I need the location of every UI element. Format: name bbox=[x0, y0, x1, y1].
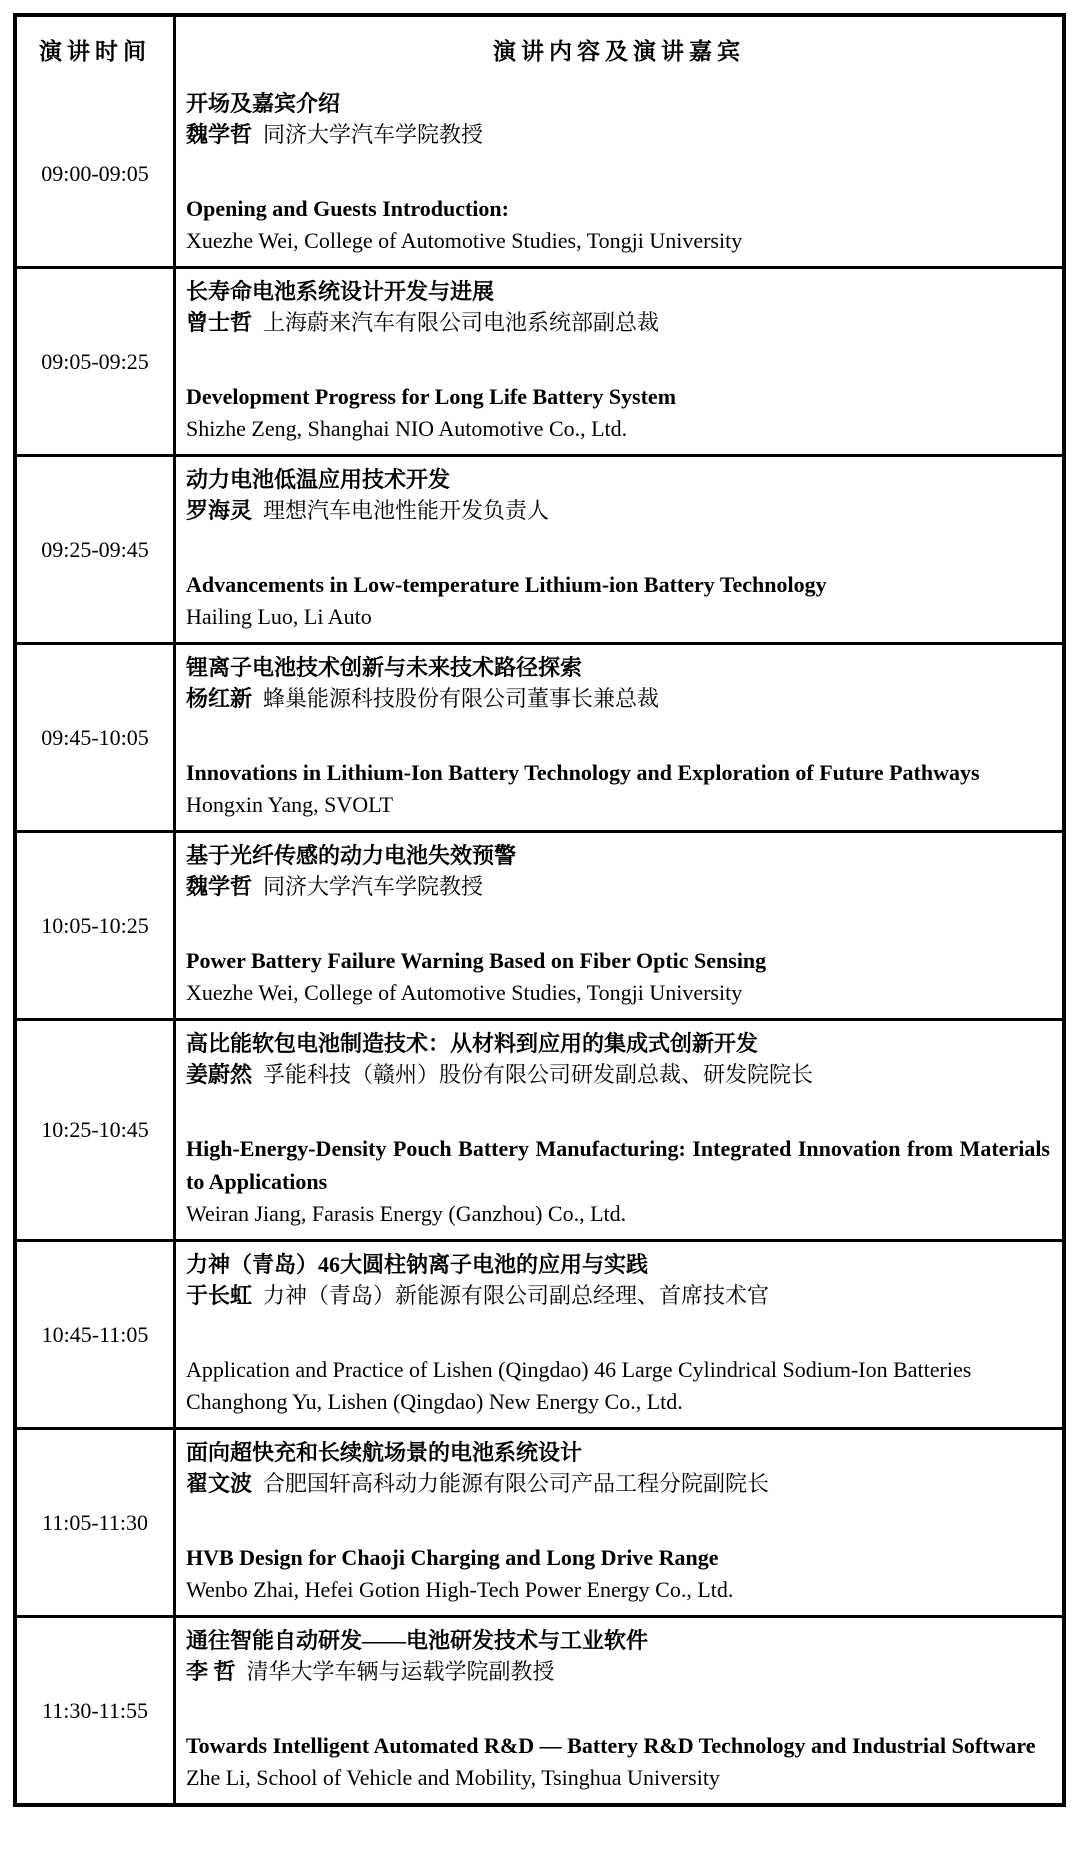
talk-title-en: Opening and Guests Introduction: bbox=[186, 196, 509, 221]
speaker-line-cn bbox=[186, 307, 1050, 338]
agenda-row bbox=[17, 642, 1062, 830]
agenda-row bbox=[17, 830, 1062, 1018]
speaker-name-cn: 李 哲 bbox=[186, 1659, 236, 1684]
talk-title-cn: 锂离子电池技术创新与未来技术路径探索 bbox=[186, 655, 583, 680]
talk-content-cell bbox=[176, 833, 1062, 1018]
blank-line bbox=[186, 1499, 1050, 1541]
speaker-name-cn: 杨红新 bbox=[186, 686, 253, 711]
agenda-row bbox=[17, 454, 1062, 642]
speaker-affiliation-cn: 上海蔚来汽车有限公司电池系统部副总裁 bbox=[263, 310, 660, 335]
talk-title-en: Power Battery Failure Warning Based on Fiber Optic Sensing bbox=[186, 948, 767, 973]
talk-title-cn: 开场及嘉宾介绍 bbox=[186, 91, 341, 116]
speaker-line-cn bbox=[186, 683, 1050, 714]
speaker-name-cn: 翟文波 bbox=[186, 1471, 253, 1496]
speaker-line-en: Weiran Jiang, Farasis Energy (Ganzhou) Co., Ltd. bbox=[186, 1201, 627, 1226]
speaker-name-cn: 魏学哲 bbox=[186, 874, 253, 899]
talk-title-en: High-Energy-Density Pouch Battery Manufacturing: Integrated Innovation from Materials to Applications bbox=[186, 1136, 1050, 1194]
speaker-name-cn: 罗海灵 bbox=[186, 498, 253, 523]
speaker-name-cn: 曾士哲 bbox=[186, 310, 253, 335]
agenda-row bbox=[17, 1427, 1062, 1615]
talk-title-en: Advancements in Low-temperature Lithium-ion Battery Technology bbox=[186, 572, 827, 597]
speaker-line-en: Xuezhe Wei, College of Automotive Studies, Tongji University bbox=[186, 228, 743, 253]
speaker-affiliation-cn: 孚能科技（赣州）股份有限公司研发副总裁、研发院院长 bbox=[263, 1062, 814, 1087]
speaker-line-en: Xuezhe Wei, College of Automotive Studies, Tongji University bbox=[186, 980, 743, 1005]
talk-content-cell bbox=[176, 1242, 1062, 1427]
speaker-affiliation-cn: 同济大学汽车学院教授 bbox=[263, 874, 484, 899]
talk-content-cell bbox=[176, 1430, 1062, 1615]
speaker-affiliation-cn: 蜂巢能源科技股份有限公司董事长兼总裁 bbox=[263, 686, 660, 711]
blank-line bbox=[186, 1311, 1050, 1353]
agenda-rows bbox=[17, 81, 1062, 1803]
talk-content-cell bbox=[176, 269, 1062, 454]
talk-title-en: Towards Intelligent Automated R&D — Battery R&D Technology and Industrial Software bbox=[186, 1733, 1036, 1758]
blank-line bbox=[186, 150, 1050, 192]
talk-time: 09:00-09:05 bbox=[17, 81, 176, 266]
speaker-affiliation-cn: 力神（青岛）新能源有限公司副总经理、首席技术官 bbox=[263, 1283, 770, 1308]
agenda-row bbox=[17, 1239, 1062, 1427]
speaker-line-cn bbox=[186, 1468, 1050, 1499]
speaker-line-en: Hailing Luo, Li Auto bbox=[186, 604, 372, 629]
speaker-line-cn bbox=[186, 1280, 1050, 1311]
talk-time: 11:30-11:55 bbox=[17, 1618, 176, 1803]
speaker-name-cn: 于长虹 bbox=[186, 1283, 253, 1308]
speaker-name-cn: 魏学哲 bbox=[186, 122, 253, 147]
blank-line bbox=[186, 714, 1050, 756]
speaker-line-en: Hongxin Yang, SVOLT bbox=[186, 792, 394, 817]
speaker-line-cn bbox=[186, 1656, 1050, 1687]
talk-title-cn: 长寿命电池系统设计开发与进展 bbox=[186, 279, 495, 304]
talk-time: 11:05-11:30 bbox=[17, 1430, 176, 1615]
speaker-affiliation-cn: 理想汽车电池性能开发负责人 bbox=[263, 498, 550, 523]
header-content-column: 演讲内容及演讲嘉宾 bbox=[493, 38, 745, 64]
talk-title-cn: 基于光纤传感的动力电池失效预警 bbox=[186, 843, 517, 868]
blank-line bbox=[186, 526, 1050, 568]
speaker-line-cn bbox=[186, 871, 1050, 902]
talk-time: 09:25-09:45 bbox=[17, 457, 176, 642]
agenda-table bbox=[13, 13, 1066, 1807]
talk-content-cell bbox=[176, 457, 1062, 642]
talk-time: 09:45-10:05 bbox=[17, 645, 176, 830]
speaker-affiliation-cn: 合肥国轩高科动力能源有限公司产品工程分院副院长 bbox=[263, 1471, 770, 1496]
agenda-row bbox=[17, 81, 1062, 266]
blank-line bbox=[186, 1090, 1050, 1132]
agenda-row bbox=[17, 1615, 1062, 1803]
speaker-affiliation-cn: 清华大学车辆与运载学院副教授 bbox=[246, 1659, 555, 1684]
speaker-affiliation-cn: 同济大学汽车学院教授 bbox=[263, 122, 484, 147]
talk-time: 10:45-11:05 bbox=[17, 1242, 176, 1427]
talk-title-cn: 力神（青岛）46大圆柱钠离子电池的应用与实践 bbox=[186, 1252, 649, 1277]
speaker-line-cn bbox=[186, 495, 1050, 526]
talk-title-cn: 面向超快充和长续航场景的电池系统设计 bbox=[186, 1440, 583, 1465]
talk-time: 10:25-10:45 bbox=[17, 1021, 176, 1239]
talk-title-en: Innovations in Lithium-Ion Battery Technology and Exploration of Future Pathways bbox=[186, 760, 980, 785]
speaker-line-cn bbox=[186, 1059, 1050, 1090]
talk-title-en: HVB Design for Chaoji Charging and Long Drive Range bbox=[186, 1545, 719, 1570]
agenda-row bbox=[17, 266, 1062, 454]
speaker-line-en: Wenbo Zhai, Hefei Gotion High-Tech Power Energy Co., Ltd. bbox=[186, 1577, 734, 1602]
talk-title-cn: 动力电池低温应用技术开发 bbox=[186, 467, 451, 492]
blank-line bbox=[186, 1687, 1050, 1729]
speaker-line-cn bbox=[186, 119, 1050, 150]
blank-line bbox=[186, 338, 1050, 380]
speaker-name-cn: 姜蔚然 bbox=[186, 1062, 253, 1087]
talk-title-en: Development Progress for Long Life Battery System bbox=[186, 384, 677, 409]
talk-title-en: Application and Practice of Lishen (Qingdao) 46 Large Cylindrical Sodium-Ion Batteries bbox=[186, 1357, 972, 1382]
talk-content-cell bbox=[176, 81, 1062, 266]
talk-title-cn: 通往智能自动研发——电池研发技术与工业软件 bbox=[186, 1628, 649, 1653]
speaker-line-en: Zhe Li, School of Vehicle and Mobility, Tsinghua University bbox=[186, 1765, 720, 1790]
header-time-column: 演讲时间 bbox=[17, 17, 176, 81]
talk-content-cell bbox=[176, 1618, 1062, 1803]
talk-time: 09:05-09:25 bbox=[17, 269, 176, 454]
talk-time: 10:05-10:25 bbox=[17, 833, 176, 1018]
talk-title-cn: 高比能软包电池制造技术：从材料到应用的集成式创新开发 bbox=[186, 1031, 759, 1056]
talk-content-cell bbox=[176, 1021, 1062, 1239]
speaker-line-en: Shizhe Zeng, Shanghai NIO Automotive Co., Ltd. bbox=[186, 416, 628, 441]
blank-line bbox=[186, 902, 1050, 944]
agenda-row bbox=[17, 1018, 1062, 1239]
talk-content-cell bbox=[176, 645, 1062, 830]
table-header-row bbox=[17, 17, 1062, 81]
speaker-line-en: Changhong Yu, Lishen (Qingdao) New Energy Co., Ltd. bbox=[186, 1389, 683, 1414]
